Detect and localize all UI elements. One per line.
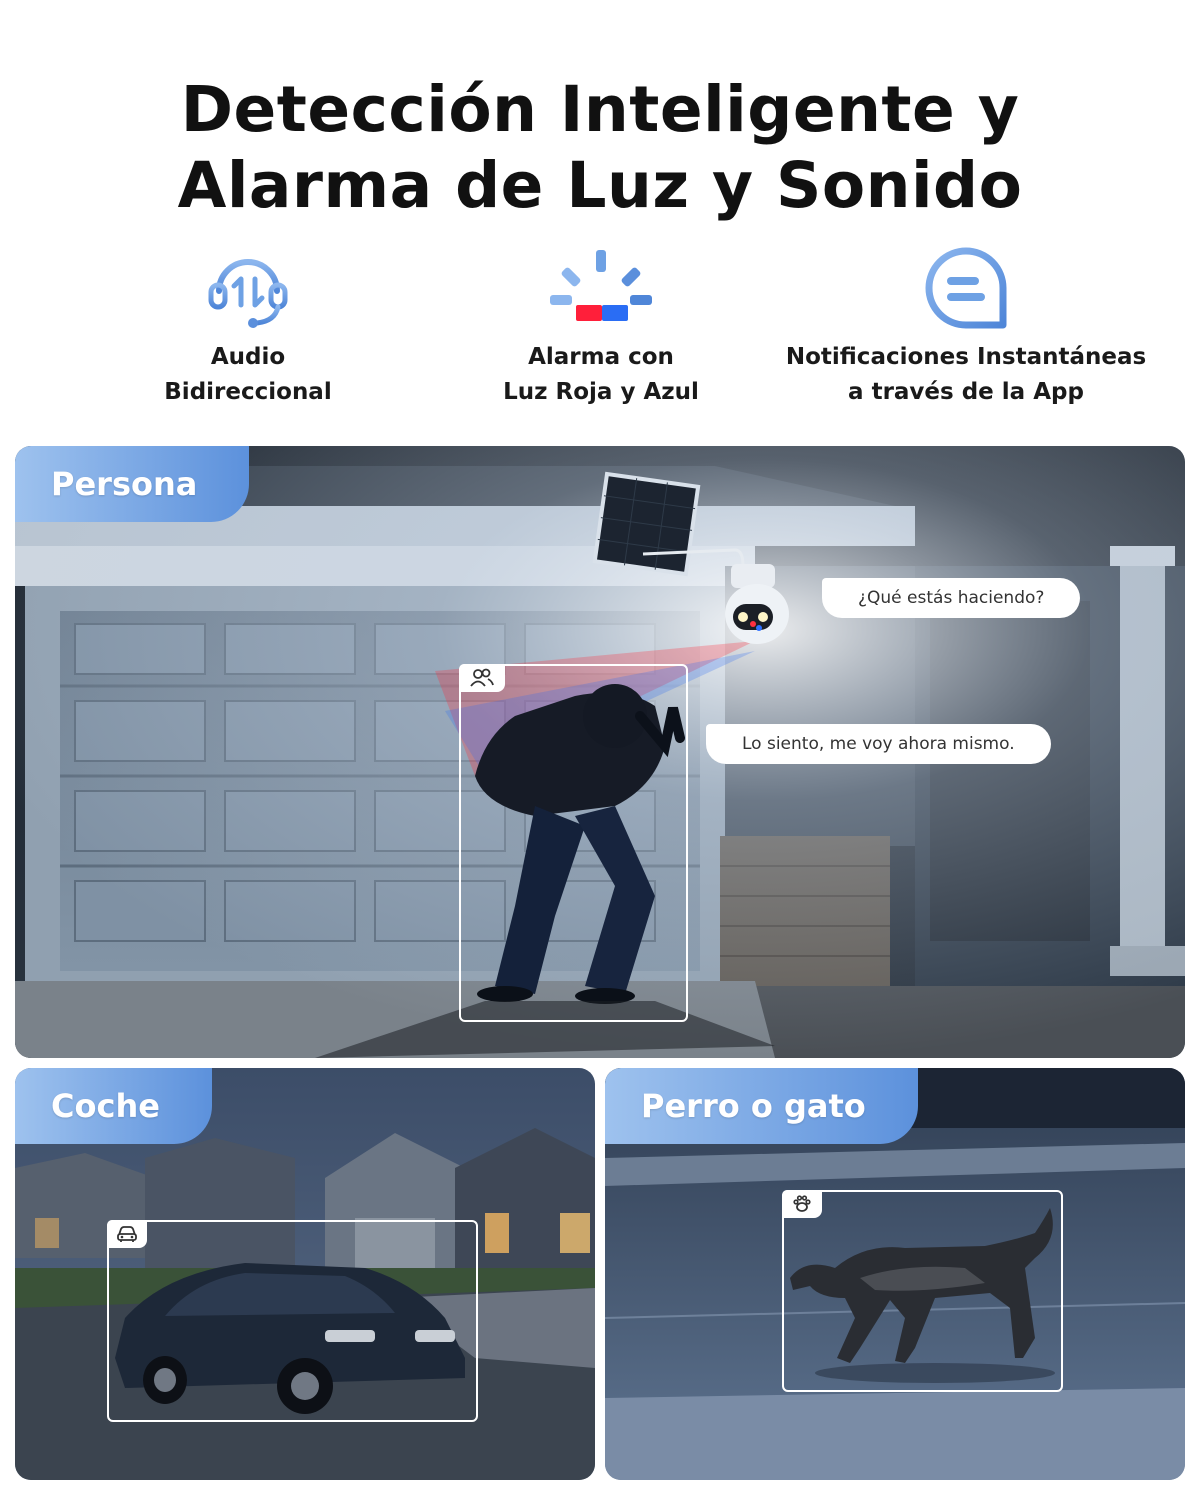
person-detection-icon [459, 664, 505, 692]
feature-line-1: Alarma con [528, 344, 674, 370]
pet-tag-label: Perro o gato [641, 1087, 866, 1125]
app-notification-chat-icon [776, 245, 1156, 330]
title-line-2: Alarma de Luz y Sonido [177, 149, 1023, 222]
person-detection-box [459, 664, 688, 1022]
feature-red-blue-alarm [411, 245, 791, 410]
feature-line-2: Luz Roja y Azul [503, 379, 699, 405]
feature-line-2: Bidireccional [164, 379, 332, 405]
page-title [0, 72, 1200, 224]
speech-bubble-question [822, 578, 1080, 618]
pet-detection-panel [605, 1068, 1185, 1480]
bubble-question-text: ¿Qué estás haciendo? [858, 588, 1045, 608]
pet-category-tag [605, 1068, 918, 1144]
speech-bubble-answer [706, 724, 1051, 764]
person-tag-label: Persona [51, 465, 198, 503]
bubble-answer-text: Lo siento, me voy ahora mismo. [742, 734, 1015, 754]
feature-two-way-audio [58, 245, 438, 410]
feature-line-2: a través de la App [848, 379, 1084, 405]
red-blue-alarm-light-icon [411, 245, 791, 330]
two-way-audio-icon [58, 245, 438, 330]
pet-detection-box [782, 1190, 1063, 1392]
car-tag-label: Coche [51, 1087, 160, 1125]
feature-app-notifications [776, 245, 1156, 410]
car-category-tag [15, 1068, 212, 1144]
feature-line-1: Notificaciones Instantáneas [785, 344, 1147, 370]
feature-line-1: Audio [210, 344, 286, 370]
person-detection-panel [15, 446, 1185, 1058]
person-category-tag [15, 446, 249, 522]
car-detection-panel [15, 1068, 595, 1480]
car-detection-box [107, 1220, 478, 1422]
title-line-1: Detección Inteligente y [180, 73, 1020, 146]
paw-detection-icon [782, 1190, 822, 1218]
car-detection-icon [107, 1220, 147, 1248]
